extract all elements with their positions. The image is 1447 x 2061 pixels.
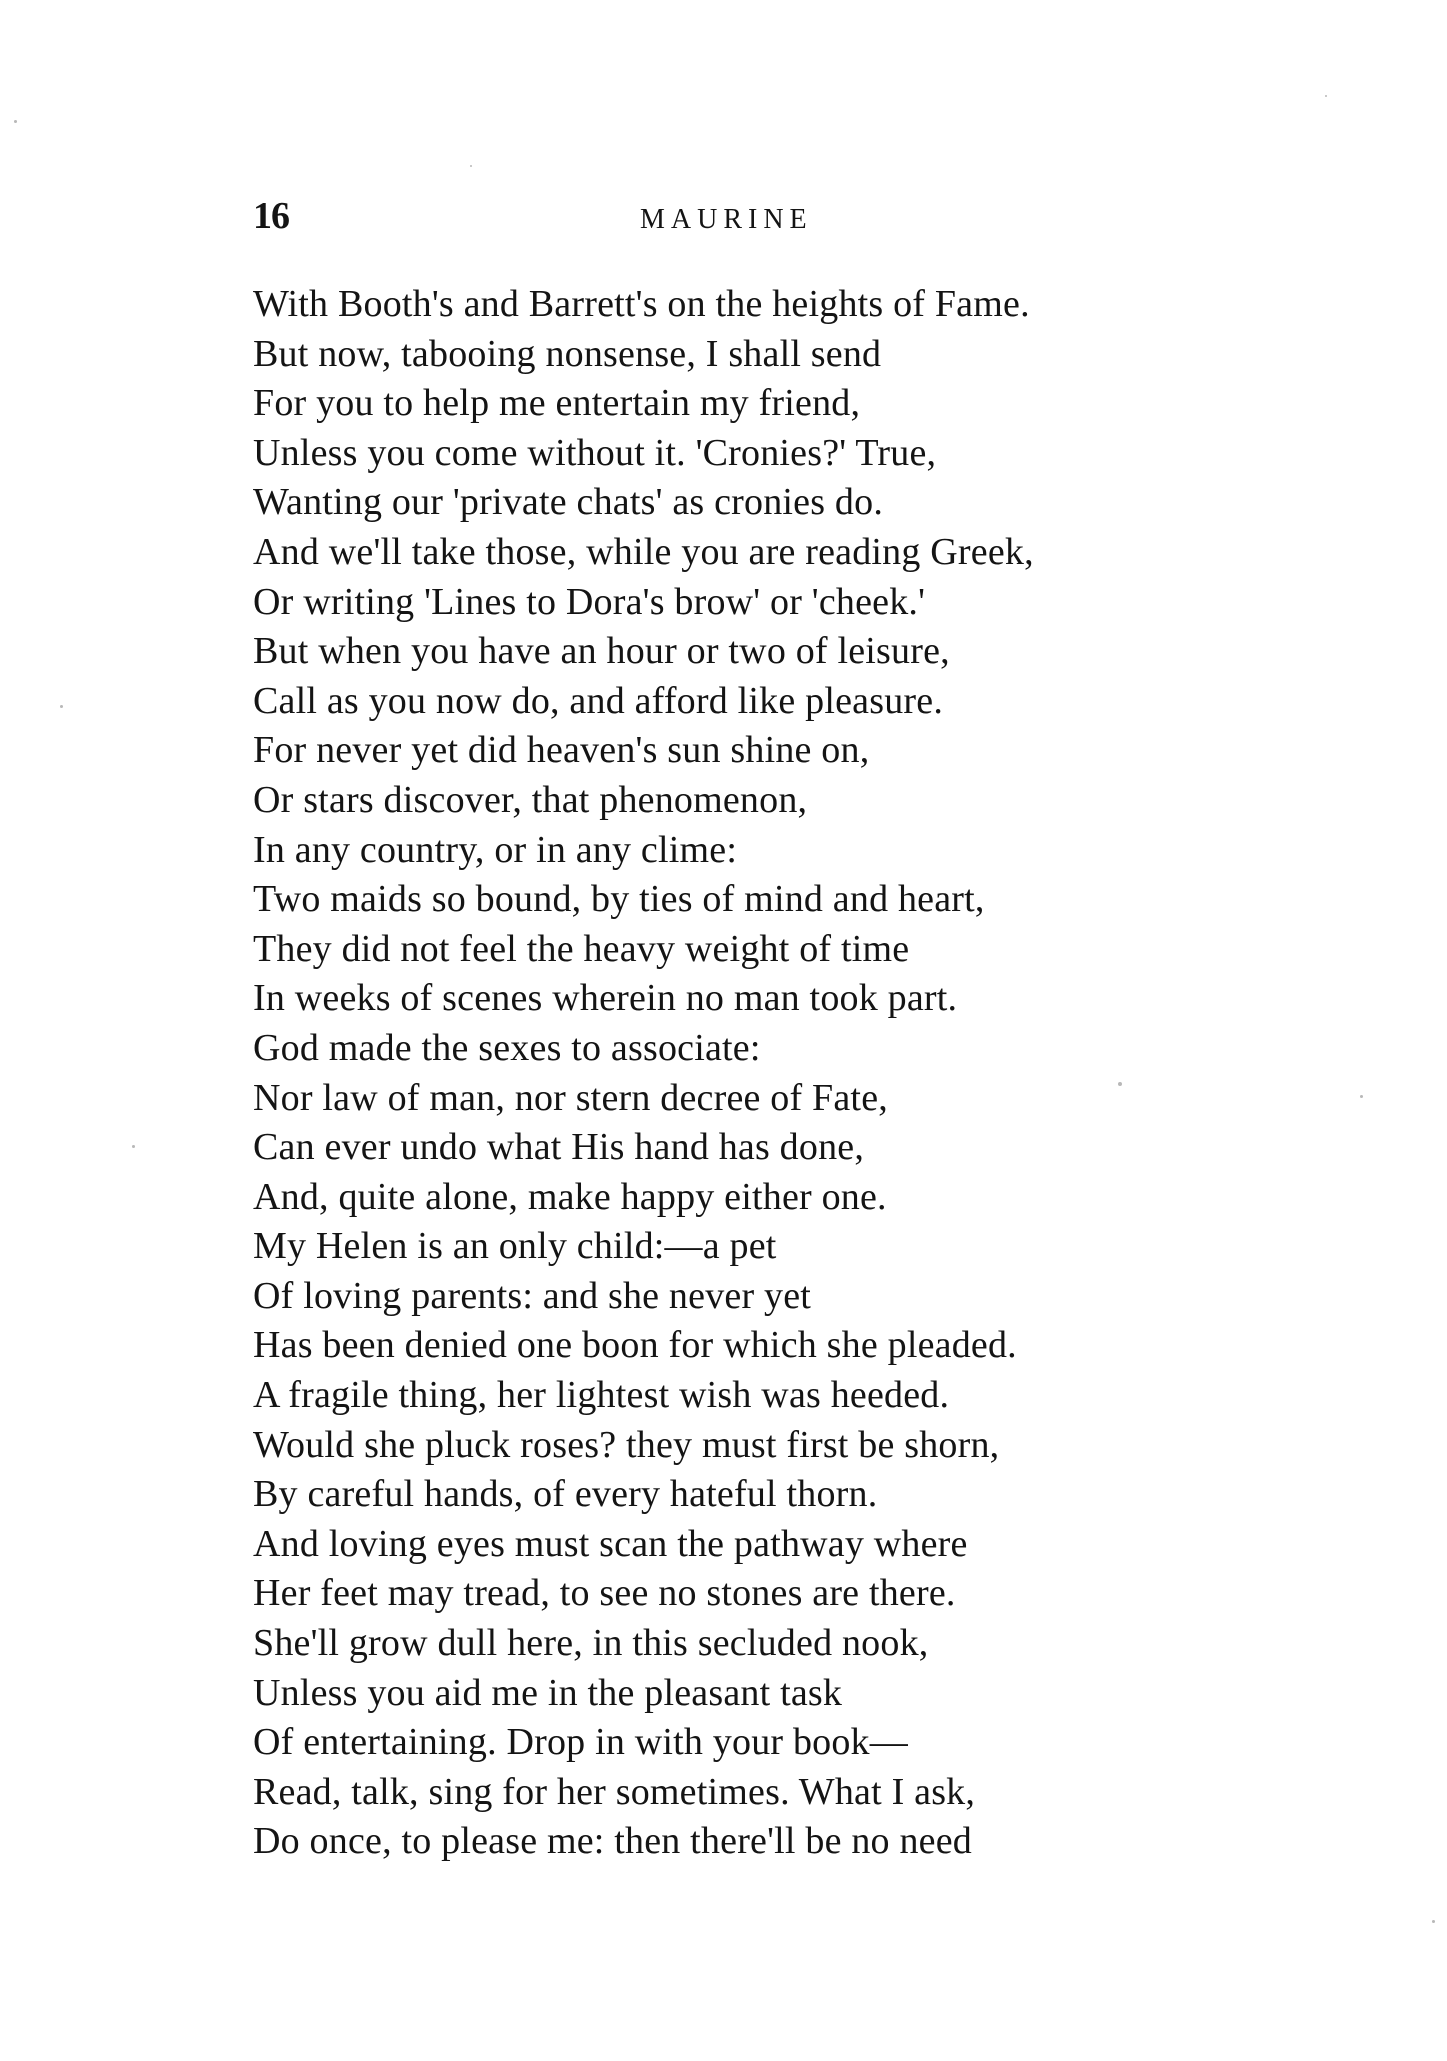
poem-line: And, quite alone, make happy either one. [253,1175,887,1218]
scan-speck [60,705,63,708]
scan-speck [132,1145,135,1148]
page-number: 16 [253,195,289,237]
poem-line: Of entertaining. Drop in with your book— [253,1721,908,1764]
poem-line: A fragile thing, her lightest wish was heeded. [253,1374,950,1417]
scan-speck [1118,1082,1122,1086]
poem-line: She'll grow dull here, in this secluded nook, [253,1622,929,1665]
poem-line: In weeks of scenes wherein no man took part. [253,977,958,1020]
scan-speck [14,120,17,123]
scan-speck [1432,1920,1435,1923]
poem-line: Two maids so bound, by ties of mind and heart, [253,878,985,921]
poem-line: In any country, or in any clime: [253,828,738,871]
poem-line: Can ever undo what His hand has done, [253,1126,865,1169]
poem-line: Wanting our 'private chats' as cronies do. [253,481,884,524]
poem-line: Or stars discover, that phenomenon, [253,778,808,821]
scan-speck [470,165,472,167]
scan-speck [1360,1095,1363,1098]
poem-line: Call as you now do, and afford like pleasure. [253,679,944,722]
poem-line: Unless you aid me in the pleasant task [253,1671,843,1714]
poem-line: For never yet did heaven's sun shine on, [253,729,870,772]
poem-line: Do once, to please me: then there'll be no need [253,1820,972,1863]
running-title: MAURINE [640,204,813,235]
scan-speck [1325,95,1327,97]
poem-line: Nor law of man, nor stern decree of Fate, [253,1076,888,1119]
poem-line: Would she pluck roses? they must first be shorn, [253,1423,1000,1466]
poem-line: Of loving parents: and she never yet [253,1274,812,1317]
poem-line: They did not feel the heavy weight of time [253,927,910,970]
poem-line: Her feet may tread, to see no stones are there. [253,1572,956,1615]
poem-line: Unless you come without it. 'Cronies?' True, [253,431,937,474]
poem-text [253,280,1263,1867]
poem-line: For you to help me entertain my friend, [253,382,861,425]
poem-line: And loving eyes must scan the pathway where [253,1522,968,1565]
poem-line: But when you have an hour or two of leisure, [253,630,950,673]
poem-line: With Booth's and Barrett's on the heights of Fame. [253,283,1030,325]
poem-line: And we'll take those, while you are reading Greek, [253,530,1034,573]
poem-line: By careful hands, of every hateful thorn. [253,1473,878,1516]
poem-line: Or writing 'Lines to Dora's brow' or 'cheek.' [253,580,926,623]
poem-line: God made the sexes to associate: [253,1026,761,1069]
poem-line: Read, talk, sing for her sometimes. What I ask, [253,1770,976,1813]
poem-line: Has been denied one boon for which she pleaded. [253,1324,1017,1367]
poem-line: But now, tabooing nonsense, I shall send [253,332,882,375]
poem-line: My Helen is an only child:—a pet [253,1225,777,1268]
